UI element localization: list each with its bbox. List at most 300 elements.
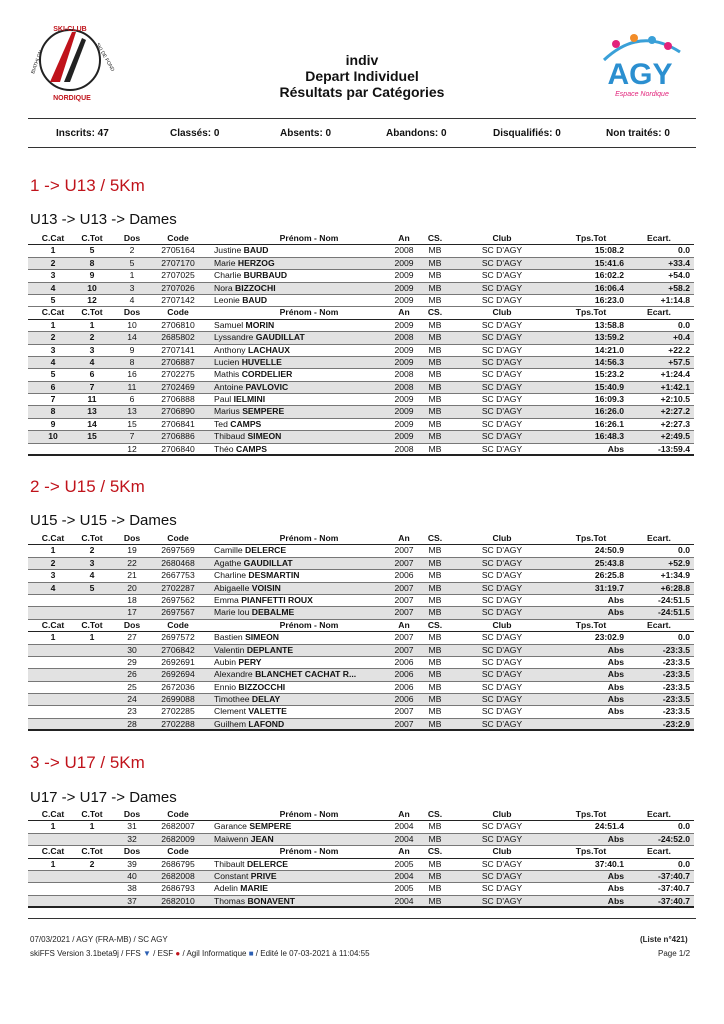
cell-cs: MB [428,406,442,417]
cell-dos: 21 [127,570,137,581]
cell-code: 2697562 [161,594,195,605]
table-row [28,883,694,895]
cell-tps: Abs [607,443,624,454]
cell-dos: 1 [129,270,135,281]
cell-last-name: BURBAUD [243,270,288,281]
cell-ctot: 5 [89,582,95,593]
cell-ecart: +2:27.2 [660,406,690,417]
cell-an: 2009 [394,282,414,293]
cell-ctot: 2 [89,332,95,343]
table-row [28,871,694,883]
cell-an: 2007 [394,557,414,568]
cell-club: SC D'AGY [481,858,523,869]
cell-first-name: Marius [214,406,240,417]
cell-cs: MB [428,858,442,869]
table-row [28,583,694,595]
cell-name [214,357,404,368]
cell-club: SC D'AGY [481,895,523,906]
column-header-name: Prénom - Nom [279,533,339,543]
table-header-row [28,809,694,821]
cell-last-name: DELAY [251,694,281,705]
cell-an: 2004 [394,895,414,906]
cell-club: SC D'AGY [481,694,523,705]
cell-club: SC D'AGY [481,883,523,894]
cell-dos: 5 [129,257,135,268]
cell-tps: Abs [607,706,624,717]
cell-an: 2007 [394,706,414,717]
cell-ctot: 12 [87,294,97,305]
cell-code: 2697567 [161,607,195,618]
cell-dos: 24 [127,694,137,705]
cell-code: 2702287 [161,582,195,593]
cell-ecart: +22.2 [668,344,690,355]
column-header-cs: CS. [427,533,443,543]
cell-ccat: 5 [50,369,56,380]
column-header-name: Prénom - Nom [279,809,339,819]
cell-tps: 25:43.8 [594,557,624,568]
column-header-name: Prénom - Nom [279,619,339,630]
cell-first-name: Antoine [214,381,244,392]
column-header-ccat: C.Cat [41,233,65,243]
cell-dos: 17 [127,607,137,618]
cell-code: 2682009 [161,833,195,844]
cell-dos: 16 [127,369,137,380]
cell-first-name: Thomas [214,895,246,906]
cell-club: SC D'AGY [481,706,523,717]
cell-ecart: +0.4 [673,332,690,343]
cell-cs: MB [428,833,442,844]
column-header-cs: CS. [427,809,443,819]
cell-cs: MB [428,319,442,330]
cell-first-name: Ennio [214,681,236,692]
cell-tps: Abs [607,883,624,894]
cell-club: SC D'AGY [481,381,523,392]
cell-name [214,431,404,442]
cell-name [214,632,404,643]
cell-ecart: +2:49.5 [660,431,690,442]
cell-code: 2682007 [161,821,195,832]
cell-first-name: Timothee [214,694,250,705]
summary-classes: Classés: 0 [170,128,220,139]
cell-first-name: Guilhem [214,718,246,729]
cell-ecart: +52.9 [668,557,690,568]
column-header-dos: Dos [123,809,141,819]
cell-code: 2706888 [161,394,195,405]
cell-dos: 32 [127,833,137,844]
table-row [28,632,694,644]
cell-first-name: Paul [214,394,232,405]
cell-ctot: 2 [89,545,95,556]
cell-ccat: 10 [48,431,58,442]
cell-an: 2006 [394,681,414,692]
table-row [28,607,694,619]
cell-code: 2702469 [161,381,195,392]
cell-last-name: BIZZOCCHI [238,681,286,692]
cell-cs: MB [428,656,442,667]
cell-first-name: Marie [214,257,236,268]
cell-dos: 38 [127,883,137,894]
cell-tps: 16:48.3 [594,431,624,442]
footer-esf: / ESF [153,949,174,958]
cell-club: SC D'AGY [481,870,523,881]
table-row [28,444,694,456]
footer-version: skiFFS Version 3.1beta9j / FFS [30,949,141,958]
cell-name [214,369,404,380]
cell-tps: 31:19.7 [594,582,624,593]
cell-ecart: +1:14.8 [660,294,690,305]
cell-club: SC D'AGY [481,607,523,618]
cell-code: 2702275 [161,369,195,380]
column-header-tps: Tps.Tot [575,846,607,857]
cell-ecart: 0.0 [678,858,690,869]
cell-ecart: -23:3.5 [662,694,690,705]
summary-bar [28,118,696,148]
cell-an: 2009 [394,356,414,367]
column-header-club: Club [492,846,512,857]
cell-ecart: -23:3.5 [662,656,690,667]
category-title: 3 -> U17 / 5Km [30,753,145,772]
cell-last-name: LACHAUX [247,344,290,355]
report-title-line3: Résultats par Catégories [279,84,445,100]
cell-cs: MB [428,431,442,442]
cell-ctot: 11 [87,394,97,405]
cell-first-name: Thibaud [214,431,246,442]
cell-name [214,258,404,269]
cell-club: SC D'AGY [481,632,523,643]
cell-dos: 4 [129,294,135,305]
cell-tps: 15:40.9 [594,381,624,392]
table-row [28,382,694,394]
column-header-dos: Dos [123,233,141,243]
cell-last-name: VALETTE [248,706,287,717]
table-row [28,270,694,282]
cell-club: SC D'AGY [481,656,523,667]
cell-ctot: 5 [89,245,95,256]
cell-an: 2009 [394,319,414,330]
cell-name [214,394,404,405]
cell-tps: 37:40.1 [594,858,624,869]
cell-first-name: Ted [214,418,228,429]
cell-code: 2699088 [161,694,195,705]
column-header-ecart: Ecart. [647,233,671,243]
cell-an: 2006 [394,656,414,667]
cell-tps: Abs [607,895,624,906]
cell-club: SC D'AGY [481,294,523,305]
cell-an: 2004 [394,870,414,881]
agil-icon: ■ [248,949,254,958]
cell-an: 2008 [394,443,414,454]
cell-last-name: BIZZOCHI [235,282,276,293]
cell-code: 2705164 [161,245,195,256]
cell-an: 2004 [394,833,414,844]
cell-cs: MB [428,332,442,343]
table-row [28,245,694,257]
cell-name [214,821,404,832]
column-header-code: Code [167,809,189,819]
table-row [28,357,694,369]
cell-an: 2009 [394,418,414,429]
cell-club: SC D'AGY [481,644,523,655]
column-header-ccat: C.Cat [41,307,65,318]
cell-ecart: +2:10.5 [660,394,690,405]
cell-dos: 12 [127,443,137,454]
cell-an: 2005 [394,883,414,894]
cell-tps: 16:02.2 [594,270,624,281]
cell-tps: Abs [607,669,624,680]
cell-first-name: Charlie [214,270,242,281]
table-row [28,558,694,570]
cell-ecart: -23:3.5 [662,644,690,655]
cell-dos: 19 [127,545,137,556]
cell-code: 2706841 [161,418,195,429]
cell-first-name: Abigaelle [214,582,250,593]
cell-tps: 15:08.2 [594,245,624,256]
column-header-ctot: C.Tot [81,846,103,857]
cell-last-name: SEMPERE [242,406,285,417]
cell-name [214,295,404,306]
cell-ecart: 0.0 [678,545,690,556]
cell-code: 2692694 [161,669,195,680]
cell-ecart: 0.0 [678,319,690,330]
cell-dos: 30 [127,644,137,655]
cell-club: SC D'AGY [481,570,523,581]
cell-club: SC D'AGY [481,245,523,256]
cell-ccat: 4 [50,356,56,367]
cell-dos: 31 [127,821,137,832]
cell-first-name: Constant [214,870,249,881]
cell-name [214,270,404,281]
cell-cs: MB [428,570,442,581]
cell-first-name: Lyssandre [214,332,254,343]
cell-cs: MB [428,718,442,729]
footer-edited: / Edité le 07-03-2021 à 11:04:55 [255,949,370,958]
cell-cs: MB [428,369,442,380]
cell-ecart: +2:27.3 [660,418,690,429]
category-title: 2 -> U15 / 5Km [30,477,145,496]
cell-dos: 14 [127,332,137,343]
table-row [28,295,694,307]
cell-last-name: BAUD [242,294,268,305]
cell-club: SC D'AGY [481,332,523,343]
cell-code: 2707170 [161,257,195,268]
column-header-an: An [398,809,410,819]
table-row [28,657,694,669]
agy-logo [594,30,686,100]
results-table [28,809,694,908]
cell-cs: MB [428,870,442,881]
cell-ecart: -24:52.0 [657,833,690,844]
cell-last-name: IELMINI [233,394,266,405]
cell-name [214,682,404,693]
results-table [28,533,694,731]
cell-name [214,896,404,907]
cell-club: SC D'AGY [481,545,523,556]
column-header-an: An [398,533,410,543]
cell-code: 2672036 [161,681,195,692]
cell-last-name: SIMEON [245,632,279,643]
cell-tps: 24:51.4 [594,821,624,832]
cell-ecart: -37:40.7 [657,895,690,906]
cell-ecart: +1:34.9 [660,570,690,581]
cell-ecart: -13:59.4 [657,443,690,454]
cell-first-name: Clement [214,706,246,717]
cell-name [214,332,404,343]
column-header-tps: Tps.Tot [575,809,607,819]
cell-first-name: Lucien [214,356,240,367]
cell-first-name: Alexandre [214,669,253,680]
cell-first-name: Anthony [214,344,246,355]
cell-first-name: Charline [214,570,247,581]
cell-tps: Abs [607,656,624,667]
cell-name [214,382,404,393]
cell-code: 2702288 [161,718,195,729]
cell-dos: 39 [127,858,137,869]
cell-club: SC D'AGY [481,418,523,429]
cell-dos: 2 [129,245,135,256]
cell-name [214,320,404,331]
cell-dos: 26 [127,669,137,680]
cell-ccat: 6 [50,381,56,392]
cell-ecart: 0.0 [678,821,690,832]
cell-last-name: CAMPS [230,418,262,429]
column-header-an: An [398,846,410,857]
column-header-ecart: Ecart. [647,533,671,543]
column-header-name: Prénom - Nom [279,307,339,318]
cell-an: 2009 [394,344,414,355]
cell-last-name: PERY [238,656,262,667]
cell-last-name: SIMEON [247,431,282,442]
cell-name [214,657,404,668]
esf-icon: ● [175,949,181,958]
cell-dos: 9 [129,344,135,355]
cell-name [214,645,404,656]
footer-software-line [30,949,370,958]
cell-ccat: 3 [50,344,56,355]
cell-cs: MB [428,582,442,593]
cell-ecart: -23:3.5 [662,669,690,680]
column-header-dos: Dos [123,846,141,857]
cell-first-name: Bastien [214,632,243,643]
cell-ecart: -23:2.9 [662,718,690,729]
cell-last-name: GAUDILLAT [255,332,305,343]
cell-name [214,669,404,680]
column-header-club: Club [492,809,512,819]
cell-code: 2706840 [161,443,195,454]
cell-club: SC D'AGY [481,594,523,605]
cell-ecart: +33.4 [668,257,690,268]
cell-club: SC D'AGY [481,669,523,680]
cell-code: 2707026 [161,282,195,293]
column-header-cs: CS. [427,619,443,630]
table-row [28,570,694,582]
cell-last-name: DEBALME [251,607,295,618]
cell-cs: MB [428,632,442,643]
column-header-ctot: C.Tot [81,233,103,243]
table-row [28,431,694,443]
cell-ccat: 4 [50,282,56,293]
column-header-code: Code [167,846,189,857]
column-header-ecart: Ecart. [647,619,671,630]
cell-last-name: SEMPERE [249,821,292,832]
table-row [28,545,694,557]
cell-last-name: BLANCHET CACHAT R... [255,669,357,680]
cell-ccat: 2 [50,332,56,343]
table-header-row [28,846,694,858]
cell-an: 2009 [394,431,414,442]
column-header-tps: Tps.Tot [575,533,607,543]
table-row [28,645,694,657]
cell-ctot: 1 [89,632,95,643]
cell-dos: 28 [127,718,137,729]
column-header-club: Club [492,233,512,243]
cell-name [214,419,404,430]
cell-cs: MB [428,282,442,293]
cell-last-name: DELERCE [245,545,287,556]
cell-ctot: 3 [89,344,95,355]
cell-dos: 7 [129,431,135,442]
cell-name [214,694,404,705]
cell-cs: MB [428,821,442,832]
cell-code: 2682010 [161,895,195,906]
column-header-ctot: C.Tot [81,307,103,318]
cell-last-name: DEPLANTE [246,644,294,655]
cell-tps: Abs [607,607,624,618]
cell-first-name: Valentin [214,644,245,655]
cell-dos: 18 [127,594,137,605]
cell-club: SC D'AGY [481,557,523,568]
column-header-code: Code [167,533,189,543]
cell-tps: Abs [607,594,624,605]
cell-club: SC D'AGY [481,821,523,832]
cell-first-name: Adelin [214,883,238,894]
cell-ecart: -23:3.5 [662,681,690,692]
cell-cs: MB [428,245,442,256]
cell-ecart: -37:40.7 [657,870,690,881]
cell-ecart: +1:42.1 [660,381,690,392]
cell-tps: 13:59.2 [594,332,624,343]
cell-code: 2706886 [161,431,195,442]
cell-an: 2007 [394,545,414,556]
cell-code: 2682008 [161,870,195,881]
report-title [230,52,494,100]
summary-abandons: Abandons: 0 [386,128,447,139]
column-header-ecart: Ecart. [647,809,671,819]
category-subtitle: U15 -> U15 -> Dames [30,512,177,529]
cell-ccat: 3 [50,570,56,581]
column-header-dos: Dos [123,619,141,630]
table-row [28,595,694,607]
cell-ctot: 13 [87,406,97,417]
cell-code: 2680468 [161,557,195,568]
cell-dos: 6 [129,394,135,405]
ski-club-logo [20,20,116,104]
cell-code: 2706810 [161,319,195,330]
summary-non-traites: Non traités: 0 [606,128,670,139]
cell-ccat: 9 [50,418,56,429]
cell-ccat: 1 [50,821,56,832]
cell-an: 2009 [394,257,414,268]
cell-cs: MB [428,644,442,655]
cell-dos: 23 [127,706,137,717]
cell-first-name: Garance [214,821,247,832]
cell-cs: MB [428,344,442,355]
cell-cs: MB [428,557,442,568]
column-header-an: An [398,307,410,318]
cell-tps: 13:58.8 [594,319,624,330]
cell-cs: MB [428,356,442,367]
cell-last-name: CAMPS [235,443,268,454]
cell-dos: 20 [127,582,137,593]
